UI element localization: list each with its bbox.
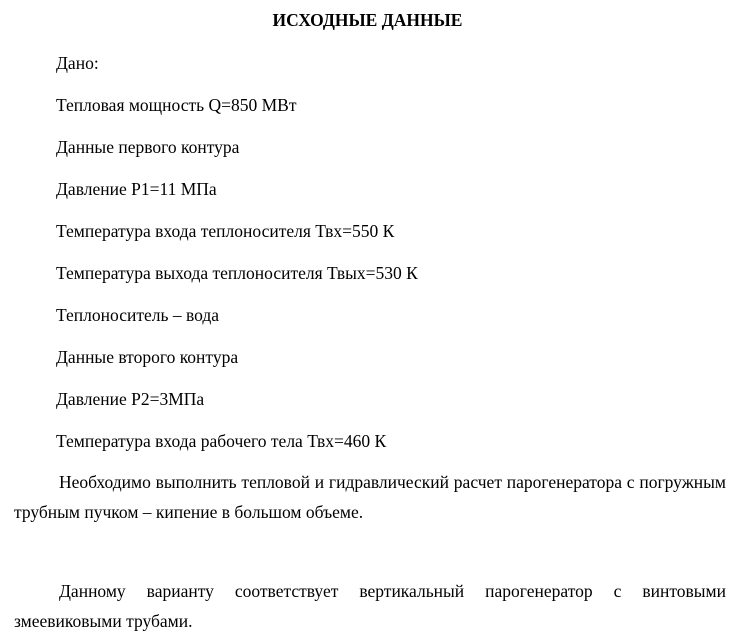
coolant-inlet-temp-line: Температура входа теплоносителя Твх=550 К (56, 221, 395, 241)
document-title: ИСХОДНЫЕ ДАННЫЕ (272, 10, 463, 30)
coolant-type-line: Теплоноситель – вода (56, 305, 220, 325)
thermal-power-line: Тепловая мощность Q=850 МВт (56, 95, 297, 115)
working-fluid-inlet-temp-line: Температура входа рабочего тела Твх=460 К (56, 431, 387, 451)
secondary-circuit-heading: Данные второго контура (56, 347, 239, 367)
pressure-p2-line: Давление Р2=3МПа (56, 389, 205, 409)
coolant-outlet-temp-line: Температура выхода теплоносителя Твых=530 К (56, 263, 418, 283)
given-label: Дано: (56, 53, 99, 73)
task-paragraph: Необходимо выполнить тепловой и гидравлический расчет парогенератора с погружным трубным пучком – кипение в большом объеме. (14, 472, 726, 522)
primary-circuit-heading: Данные первого контура (56, 137, 240, 157)
variant-paragraph: Данному варианту соответствует вертикальный парогенератор с винтовыми змеевиковыми трубами. (14, 581, 726, 631)
pressure-p1-line: Давление Р1=11 МПа (56, 179, 217, 199)
